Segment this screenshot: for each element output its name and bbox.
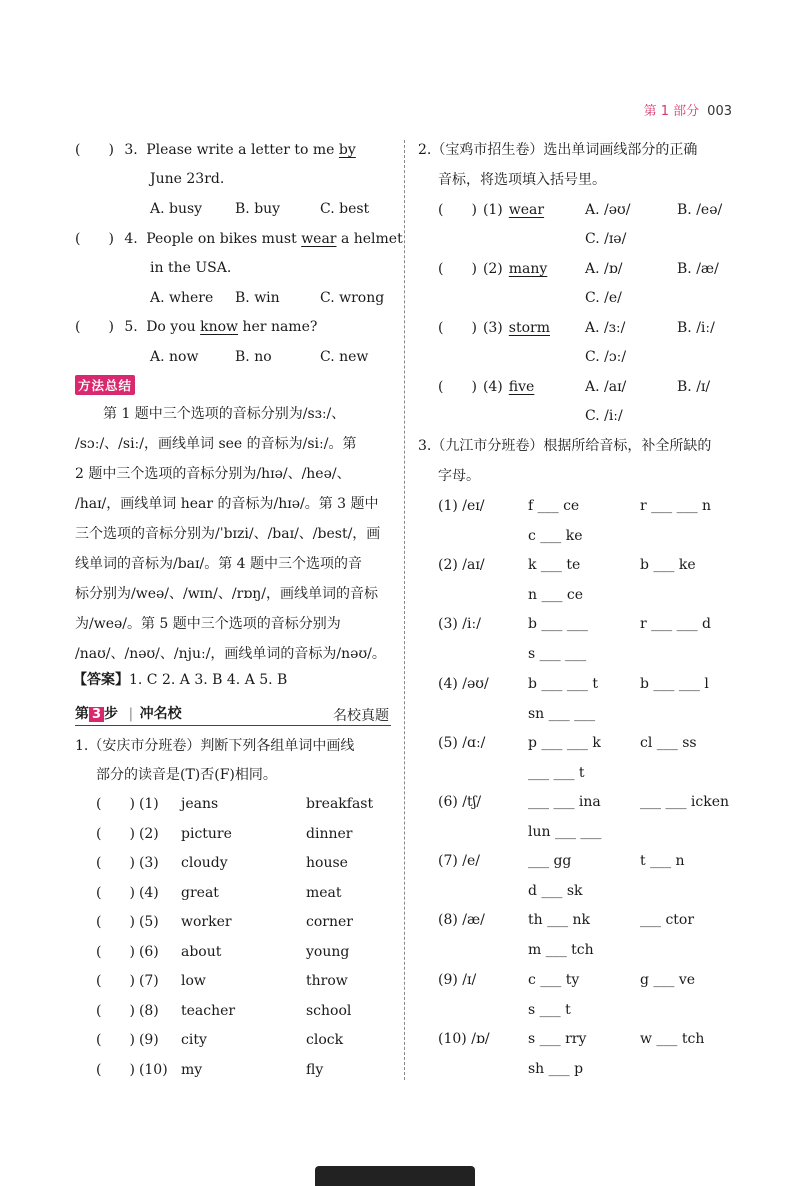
method-line: /naʊ/、/nəʊ/、/njuː/，画线单词的音标为/nəʊ/。 (75, 646, 386, 662)
method-line: /haɪ/，画线单词 hear 的音标为/hɪə/。第 3 题中 (75, 496, 379, 512)
choice-item (438, 260, 547, 278)
item-word: storm (508, 320, 550, 336)
pair-word-b: clock (306, 1032, 344, 1048)
answer-paren[interactable]: ( ) (96, 1003, 135, 1019)
pair-row (96, 884, 342, 902)
question-number: 5. (124, 319, 138, 335)
underlined-word: wear (301, 231, 337, 247)
item-number: (2) (482, 261, 503, 277)
fill-word-a[interactable]: b ___ ___ t (528, 676, 598, 692)
answer-paren[interactable]: ( ) (75, 231, 114, 247)
phonetic-label: (9) /ɪ/ (438, 972, 477, 988)
option-a: A. /ɜː/ (585, 320, 626, 336)
pair-word-b: house (306, 855, 348, 871)
question-1-title: 1.（安庆市分班卷）判断下列各组单词中画线 (75, 738, 355, 754)
method-line: 三个选项的音标分别为/ˈbɪzi/、/baɪ/、/best/，画 (75, 526, 381, 542)
method-line: 为/weə/。第 5 题中三个选项的音标分别为 (75, 616, 341, 632)
pair-word-a: picture (181, 826, 232, 842)
phonetic-label: (4) /əʊ/ (438, 676, 489, 692)
fill-word-b[interactable]: cl ___ ss (640, 735, 697, 751)
pair-row (96, 913, 353, 931)
pair-number: (2) (138, 826, 159, 842)
pair-word-a: worker (181, 914, 232, 930)
pair-word-b: breakfast (306, 796, 374, 812)
answer-paren[interactable]: ( ) (438, 320, 477, 336)
item-word: wear (508, 202, 545, 218)
fill-word-a[interactable]: f ___ ce (528, 498, 580, 514)
underlined-word: know (200, 319, 239, 335)
method-summary-text (75, 399, 393, 669)
fill-word-b[interactable]: ___ ctor (640, 912, 695, 928)
pair-word-b: meat (306, 885, 342, 901)
question-text: Do you (146, 319, 201, 335)
pair-word-a: teacher (181, 1003, 236, 1019)
pair-number: (9) (138, 1032, 159, 1048)
answer-paren[interactable]: ( ) (438, 379, 477, 395)
method-line: 2 题中三个选项的音标分别为/hɪə/、/heə/、 (75, 466, 351, 482)
pair-number: (4) (138, 885, 159, 901)
fill-word-c[interactable]: n ___ ce (528, 587, 584, 603)
pair-word-a: jeans (181, 796, 219, 812)
answer-paren[interactable]: ( ) (96, 855, 135, 871)
question-1-title-line2: 部分的读音是(T)否(F)相同。 (96, 767, 277, 783)
part-label: 第 1 部分 (643, 104, 700, 119)
underlined-word: by (338, 142, 356, 158)
option-b: B. /æ/ (677, 261, 719, 277)
option-a: A. where (150, 290, 214, 306)
pair-word-a: my (181, 1062, 203, 1078)
question-text-post: her name? (238, 319, 318, 335)
question-2-title-line2: 音标，将选项填入括号里。 (438, 172, 606, 188)
answer-paren[interactable]: ( ) (438, 261, 477, 277)
option-c: C. new (320, 349, 369, 365)
choice-item (438, 201, 544, 219)
answer-paren[interactable]: ( ) (96, 885, 135, 901)
pair-word-a: great (181, 885, 219, 901)
choice-item (438, 319, 550, 337)
method-summary-tag: 方法总结 (75, 375, 135, 395)
pair-word-a: city (181, 1032, 207, 1048)
option-b: B. buy (235, 201, 281, 217)
fill-word-a[interactable]: k ___ te (528, 557, 581, 573)
item-number: (4) (482, 379, 503, 395)
question-5 (75, 318, 317, 336)
option-a: A. /aɪ/ (585, 379, 627, 395)
pair-number: (1) (138, 796, 159, 812)
pair-word-a: cloudy (181, 855, 228, 871)
fill-word-b[interactable]: t ___ n (640, 853, 685, 869)
phonetic-label: (6) /tʃ/ (438, 794, 482, 810)
fill-word-b[interactable]: w ___ tch (640, 1031, 705, 1047)
fill-word-a[interactable]: s ___ rry (528, 1031, 587, 1047)
question-4 (75, 230, 403, 248)
option-b: B. /ɪ/ (677, 379, 711, 395)
fill-word-b[interactable]: b ___ ke (640, 557, 696, 573)
pair-word-a: low (181, 973, 206, 989)
phonetic-label: (3) /iː/ (438, 616, 481, 632)
pair-number: (5) (138, 914, 159, 930)
question-text-line2: in the USA. (150, 260, 232, 276)
answer-paren[interactable]: ( ) (438, 202, 477, 218)
fill-word-b[interactable]: b ___ ___ l (640, 676, 709, 692)
bottom-cropped-heading (315, 1166, 475, 1186)
phonetic-label: (7) /e/ (438, 853, 480, 869)
option-a: A. /əʊ/ (585, 202, 631, 218)
question-3-title: 3.（九江市分班卷）根据所给音标，补全所缺的 (418, 438, 712, 454)
pair-number: (8) (138, 1003, 159, 1019)
fill-word-c[interactable]: sh ___ p (528, 1061, 584, 1077)
answer-paren[interactable]: ( ) (96, 1032, 135, 1048)
fill-word-a[interactable]: ___ gg (528, 853, 572, 869)
choice-item (438, 378, 534, 396)
question-number: 3. (124, 142, 138, 158)
option-c: C. /iː/ (585, 408, 623, 424)
fill-word-c[interactable]: lun ___ ___ (528, 824, 602, 840)
pair-number: (3) (138, 855, 159, 871)
phonetic-label: (2) /aɪ/ (438, 557, 485, 573)
option-a: A. now (150, 349, 199, 365)
method-line: 标分别为/weə/、/wɪn/、/rɒŋ/，画线单词的音标 (75, 586, 379, 602)
option-b: B. /iː/ (677, 320, 715, 336)
answer-paren[interactable]: ( ) (75, 319, 114, 335)
pair-word-a: about (181, 944, 222, 960)
step-header: 第 3 步 | 冲名校 名校真题 (75, 703, 391, 726)
fill-word-c[interactable]: ___ ___ t (528, 765, 585, 781)
answer-line (73, 671, 287, 689)
phonetic-label: (8) /æ/ (438, 912, 485, 928)
fill-word-c[interactable]: s ___ t (528, 1002, 571, 1018)
pair-row (96, 854, 348, 872)
option-a: A. /ɒ/ (585, 261, 623, 277)
pair-row (96, 972, 348, 990)
phonetic-label: (5) /ɑː/ (438, 735, 486, 751)
option-a: A. busy (150, 201, 203, 217)
fill-word-a[interactable]: p ___ ___ k (528, 735, 601, 751)
pair-word-b: school (306, 1003, 352, 1019)
pair-number: (6) (138, 944, 159, 960)
method-line: /sɔː/、/siː/，画线单词 see 的音标为/siː/。第 (75, 436, 357, 452)
option-c: C. /ɪə/ (585, 231, 627, 247)
pair-word-b: dinner (306, 826, 353, 842)
answer-paren[interactable]: ( ) (96, 826, 135, 842)
method-line: 线单词的音标为/baɪ/。第 4 题中三个选项的音 (75, 556, 363, 572)
option-b: B. no (235, 349, 272, 365)
fill-word-b[interactable]: g ___ ve (640, 972, 696, 988)
step-title: 冲名校 (139, 706, 182, 722)
item-word: many (508, 261, 548, 277)
fill-word-c[interactable]: d ___ sk (528, 883, 583, 899)
question-text-line2: June 23rd. (150, 171, 225, 187)
answer-paren[interactable]: ( ) (96, 796, 135, 812)
question-3-title-line2: 字母。 (438, 468, 480, 484)
fill-word-c[interactable]: m ___ tch (528, 942, 594, 958)
step-right-label: 名校真题 (333, 708, 389, 724)
step-number: 3 (89, 707, 104, 722)
pair-row (96, 1031, 344, 1049)
option-b: B. /eə/ (677, 202, 723, 218)
phonetic-label: (10) /ɒ/ (438, 1031, 490, 1047)
answer-paren[interactable]: ( ) (96, 973, 135, 989)
fill-word-a[interactable]: b ___ ___ (528, 616, 588, 632)
question-number: 4. (124, 231, 138, 247)
pair-row (96, 795, 374, 813)
option-c: C. best (320, 201, 370, 217)
question-text: People on bikes must (146, 231, 302, 247)
pair-number: (7) (138, 973, 159, 989)
page-header (644, 100, 732, 119)
pair-number: (10) (138, 1062, 168, 1078)
fill-word-a[interactable]: th ___ nk (528, 912, 591, 928)
fill-word-c[interactable]: sn ___ ___ (528, 706, 596, 722)
page-number: 003 (707, 104, 732, 119)
item-word: five (508, 379, 535, 395)
answer-paren[interactable]: ( ) (96, 1062, 135, 1078)
question-2-title: 2.（宝鸡市招生卷）选出单词画线部分的正确 (418, 142, 698, 158)
step-suffix: 步 (104, 706, 118, 722)
pair-word-b: throw (306, 973, 348, 989)
option-c: C. wrong (320, 290, 385, 306)
fill-word-a[interactable]: ___ ___ ina (528, 794, 601, 810)
pair-row (96, 943, 350, 961)
answer-paren[interactable]: ( ) (96, 914, 135, 930)
answer-paren[interactable]: ( ) (96, 944, 135, 960)
pair-row (96, 825, 353, 843)
answer-label: 【答案】 (73, 672, 129, 688)
answer-text: 1. C 2. A 3. B 4. A 5. B (129, 672, 288, 688)
question-text-post: a helmet (336, 231, 403, 247)
column-divider (404, 140, 405, 1080)
pair-word-b: fly (306, 1062, 324, 1078)
fill-word-b[interactable]: r ___ ___ n (640, 498, 712, 514)
question-text: Please write a letter to me (146, 142, 339, 158)
fill-word-a[interactable]: c ___ ty (528, 972, 580, 988)
option-c: C. /ɔː/ (585, 349, 627, 365)
answer-paren[interactable]: ( ) (75, 142, 114, 158)
fill-word-c[interactable]: s ___ ___ (528, 646, 587, 662)
fill-word-b[interactable]: r ___ ___ d (640, 616, 712, 632)
pair-word-b: young (306, 944, 350, 960)
method-line: 第 1 题中三个选项的音标分别为/sɜː/、 (75, 406, 346, 422)
option-b: B. win (235, 290, 280, 306)
pair-row (96, 1061, 324, 1079)
pair-row (96, 1002, 352, 1020)
item-number: (3) (482, 320, 503, 336)
fill-word-c[interactable]: c ___ ke (528, 528, 583, 544)
option-c: C. /e/ (585, 290, 622, 306)
question-3 (75, 141, 356, 159)
pair-word-b: corner (306, 914, 353, 930)
step-prefix: 第 (75, 706, 89, 722)
fill-word-b[interactable]: ___ ___ icken (640, 794, 730, 810)
phonetic-label: (1) /eɪ/ (438, 498, 485, 514)
item-number: (1) (482, 202, 503, 218)
